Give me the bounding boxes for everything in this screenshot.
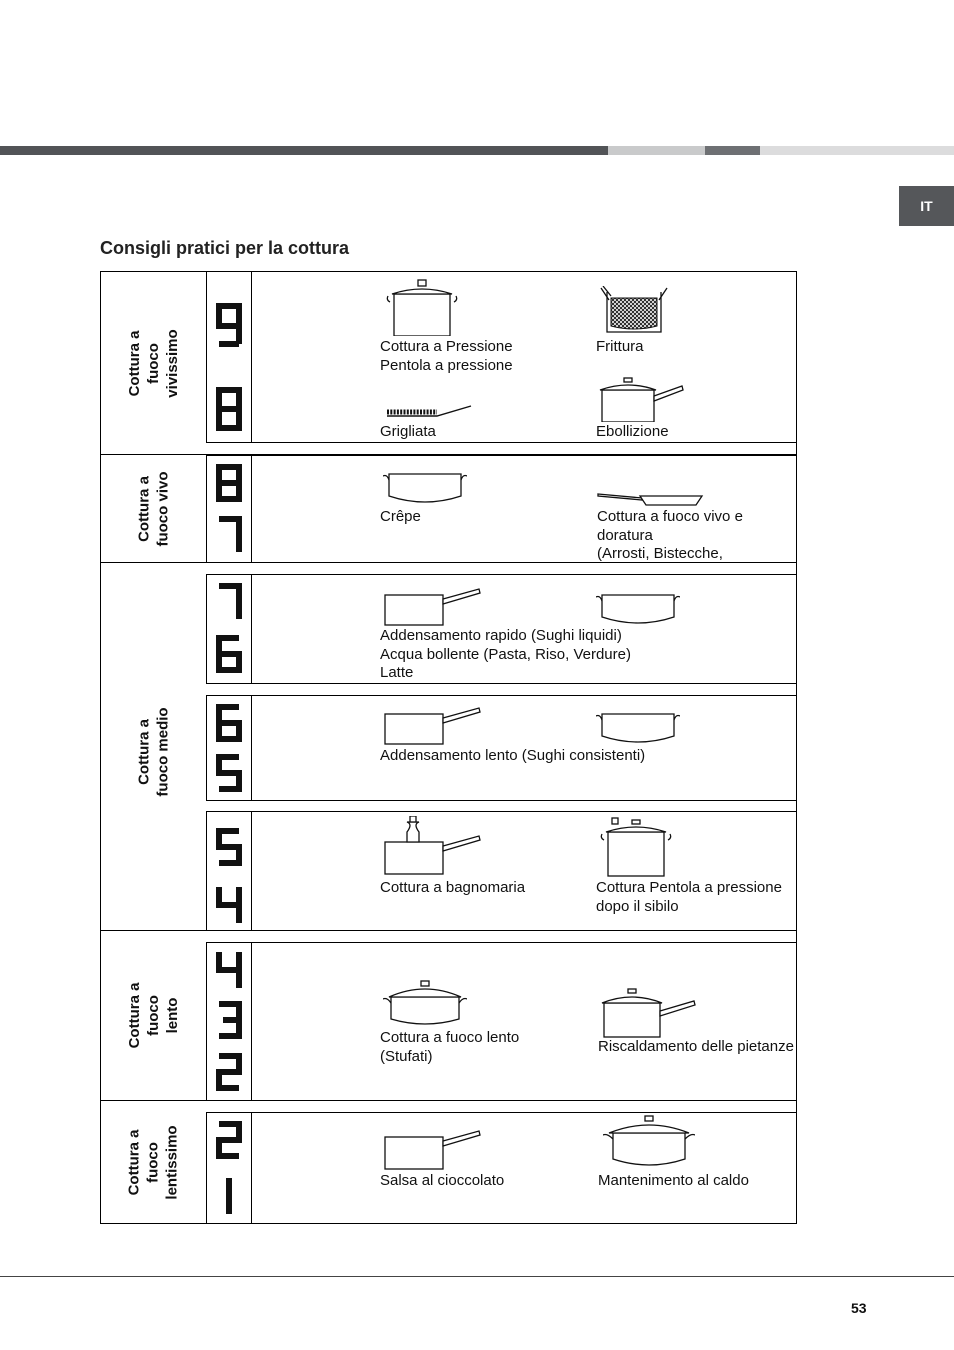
section-lentissimo [100,1100,797,1224]
saucepan-icon [383,585,483,627]
saucepan-lid-icon [600,987,698,1039]
heat-row-2-1 [206,1112,796,1224]
heat-row-4-3-2 [206,942,796,1101]
page-number: 53 [851,1300,867,1316]
covered-casserole-icon [383,979,467,1029]
caption-pressione: Cottura a Pressione Pentola a pressione [380,338,513,374]
section-label: Cottura a fuoco vivo [135,470,172,547]
caption-addensamento-rapido: Addensamento rapido (Sughi liquidi) Acqua bollente (Pasta, Riso, Verdure) Latte [380,627,631,681]
section-label: Cottura a fuoco lento [126,982,181,1049]
caption-riscaldamento: Riscaldamento delle pietanze [598,1038,794,1055]
section-label: Cottura a fuoco medio [135,707,172,797]
digit-8 [213,462,243,504]
footer-rule [0,1276,954,1277]
caption-ebollizione: Ebollizione [596,423,669,440]
section-label: Cottura a fuoco vivissimo [126,328,181,398]
casserole-icon [383,470,467,506]
page-title: Consigli pratici per la cottura [100,238,350,258]
digit-9 [213,300,243,350]
caption-crepe: Crêpe [380,508,421,525]
caption-cioccolato: Salsa al cioccolato [380,1172,505,1189]
digit-2 [213,1051,243,1093]
section-vivo [100,455,797,563]
saucepan-icon [383,704,483,746]
section-lento [100,930,797,1101]
caption-fuoco-lento: Cottura a fuoco lento (Stufati) [380,1029,520,1065]
stockpot-icon [386,276,458,336]
digit-4 [213,884,243,926]
header-bar-light-2 [760,146,954,155]
header-bar-light [608,146,705,155]
grill-spatula-icon [383,400,475,422]
covered-casserole-icon [603,1115,695,1171]
caption-fuoco-vivo: Cottura a fuoco vivo e doratura (Arrosti, Bistecche, [597,508,743,562]
heat-row-9-8 [206,272,796,443]
section-label: Cottura a fuoco lentissimo [126,1124,181,1200]
bain-marie-icon [383,816,483,876]
digit-8 [213,384,243,434]
section-medio [100,562,797,942]
digit-3 [213,999,243,1041]
digit-6 [213,633,243,675]
digit-4 [213,949,243,991]
caption-bagnomaria: Cottura a bagnomaria [380,879,526,896]
caption-pentola-sibilo: Cottura Pentola a pressione dopo il sibilo [596,879,782,915]
caption-frittura: Frittura [596,338,644,355]
casserole-icon [596,591,680,627]
digit-2 [213,1119,243,1161]
language-tab: IT [899,186,954,226]
caption-grigliata: Grigliata [380,423,436,440]
casserole-icon [596,710,680,746]
digit-7 [213,514,243,556]
heat-row-5-4 [206,811,796,932]
header-bar-dark [0,146,608,155]
heat-row-7-6 [206,574,796,684]
caption-addensamento-lento: Addensamento lento (Sughi consistenti) [380,747,646,764]
heat-row-6-5 [206,695,796,801]
section-vivissimo [100,271,797,455]
fryer-basket-icon [599,286,671,336]
digit-5 [213,826,243,868]
digit-1 [213,1175,243,1217]
heat-row-8-7 [206,455,796,563]
digit-7 [213,581,243,623]
saucepan-lid-icon [598,376,686,422]
digit-6 [213,702,243,744]
header-bar-mid [705,146,760,155]
frying-pan-icon [596,490,704,506]
caption-mantenimento: Mantenimento al caldo [598,1172,749,1189]
digit-5 [213,752,243,794]
saucepan-icon [383,1127,483,1171]
pressure-cooker-icon [600,814,672,878]
